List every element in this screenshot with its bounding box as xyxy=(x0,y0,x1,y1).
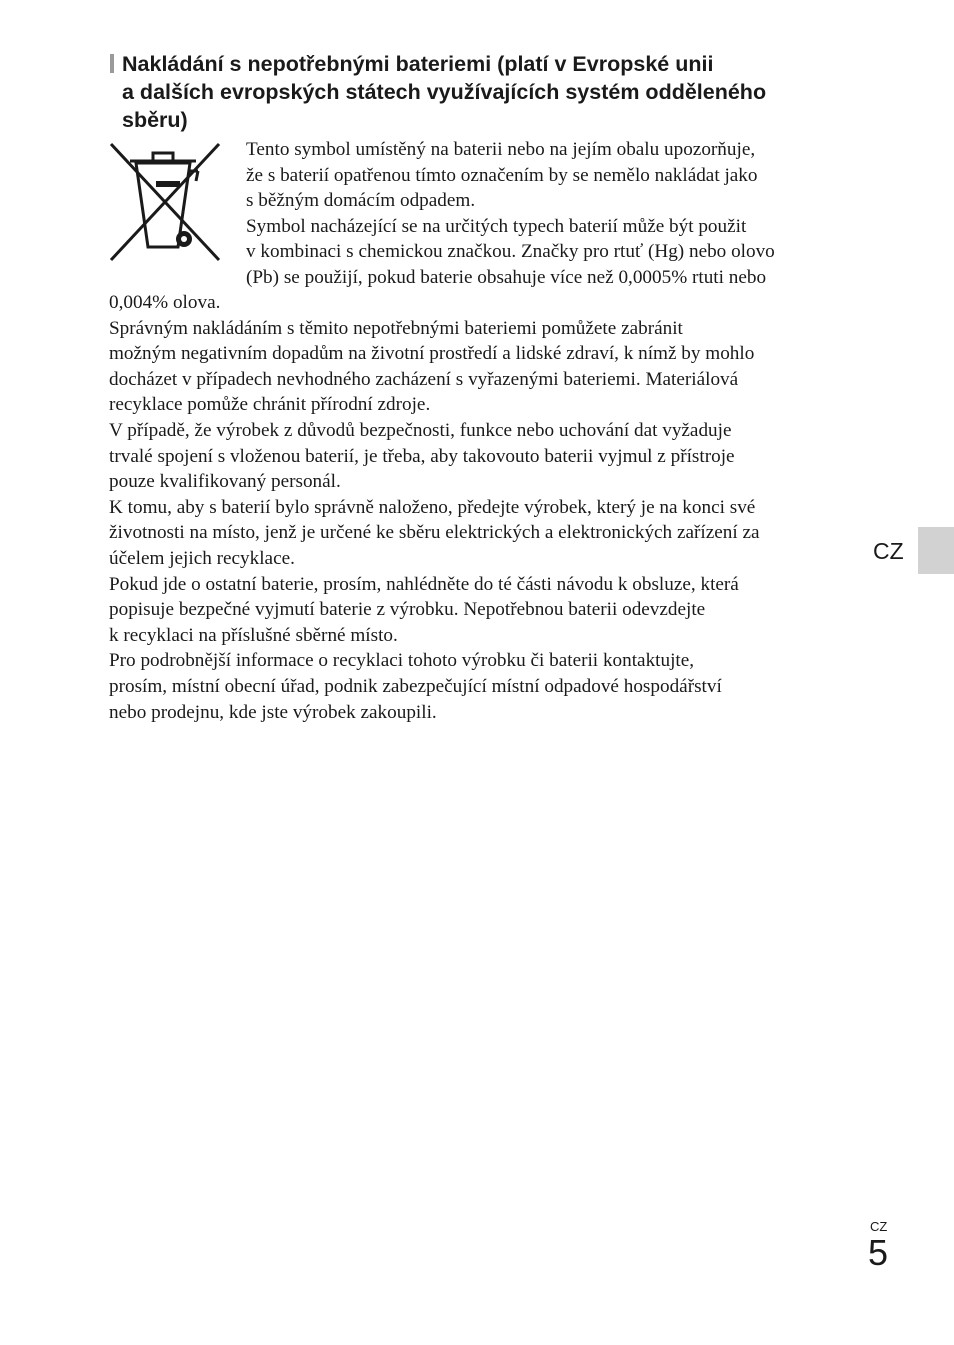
text-line: Správným nakládáním s těmito nepotřebnými bateriemi pomůžete zabránit xyxy=(109,317,683,339)
text-line: životnosti na místo, jenž je určené ke sběru elektrických a elektronických zařízení za xyxy=(109,522,760,544)
heading-line: a dalších evropských státech využívajících systém odděleného xyxy=(122,80,767,104)
text-line: v kombinaci s chemickou značkou. Značky pro rtuť (Hg) nebo olovo xyxy=(246,241,775,263)
heading-line: Nakládání s nepotřebnými bateriemi (platí v Evropské unii xyxy=(122,52,714,76)
text-line: prosím, místní obecní úřad, podnik zabezpečující místní odpadové hospodářství xyxy=(109,675,722,697)
text-line: možným negativním dopadům na životní prostředí a lidské zdraví, k nímž by mohlo xyxy=(109,343,755,365)
text-line: V případě, že výrobek z důvodů bezpečnosti, funkce nebo uchování dat vyžaduje xyxy=(109,419,732,441)
body-paragraphs xyxy=(109,290,760,725)
heading-marker xyxy=(110,54,114,73)
language-side-tab xyxy=(918,527,954,574)
heading-line: sběru) xyxy=(122,108,188,132)
text-line: Symbol nacházející se na určitých typech baterií může být použit xyxy=(246,215,747,237)
text-line: že s baterií opatřenou tímto označením by se nemělo nakládat jako xyxy=(246,164,758,186)
crossed-out-wheeled-bin-icon xyxy=(108,141,222,263)
text-line: Pro podrobnější informace o recyklaci tohoto výrobku či baterii kontaktujte, xyxy=(109,650,695,672)
language-tab-label: CZ xyxy=(873,538,904,564)
text-line: s běžným domácím odpadem. xyxy=(246,190,476,212)
text-line: 0,004% olova. xyxy=(109,292,221,313)
text-line: Pokud jde o ostatní baterie, prosím, nahlédněte do té části návodu k obsluze, která xyxy=(109,573,739,595)
text-line: k recyklaci na příslušné sběrné místo. xyxy=(109,624,398,646)
text-line: pouze kvalifikovaný personál. xyxy=(109,471,341,493)
section-heading xyxy=(108,50,868,134)
text-line: trvalé spojení s vloženou baterií, je třeba, aby takovouto baterii vyjmul z přístroje xyxy=(109,445,735,467)
intro-paragraph xyxy=(246,137,775,291)
text-line: K tomu, aby s baterií bylo správně naloženo, předejte výrobek, který je na konci své xyxy=(109,496,756,518)
text-line: (Pb) se použijí, pokud baterie obsahuje více než 0,0005% rtuti nebo xyxy=(246,266,767,288)
text-line: Tento symbol umístěný na baterii nebo na jejím obalu upozorňuje, xyxy=(246,139,756,160)
text-line: účelem jejich recyklace. xyxy=(109,547,295,569)
text-line: docházet v případech nevhodného zacházení s vyřazenými bateriemi. Materiálová xyxy=(109,368,739,390)
footer-language-code: CZ xyxy=(870,1219,888,1234)
text-line: nebo prodejnu, kde jste výrobek zakoupili. xyxy=(109,701,437,723)
text-line: recyklace pomůže chránit přírodní zdroje. xyxy=(109,394,431,416)
text-line: popisuje bezpečné vyjmutí baterie z výrobku. Nepotřebnou baterii odevzdejte xyxy=(109,599,706,621)
page-number: 5 xyxy=(868,1232,889,1273)
